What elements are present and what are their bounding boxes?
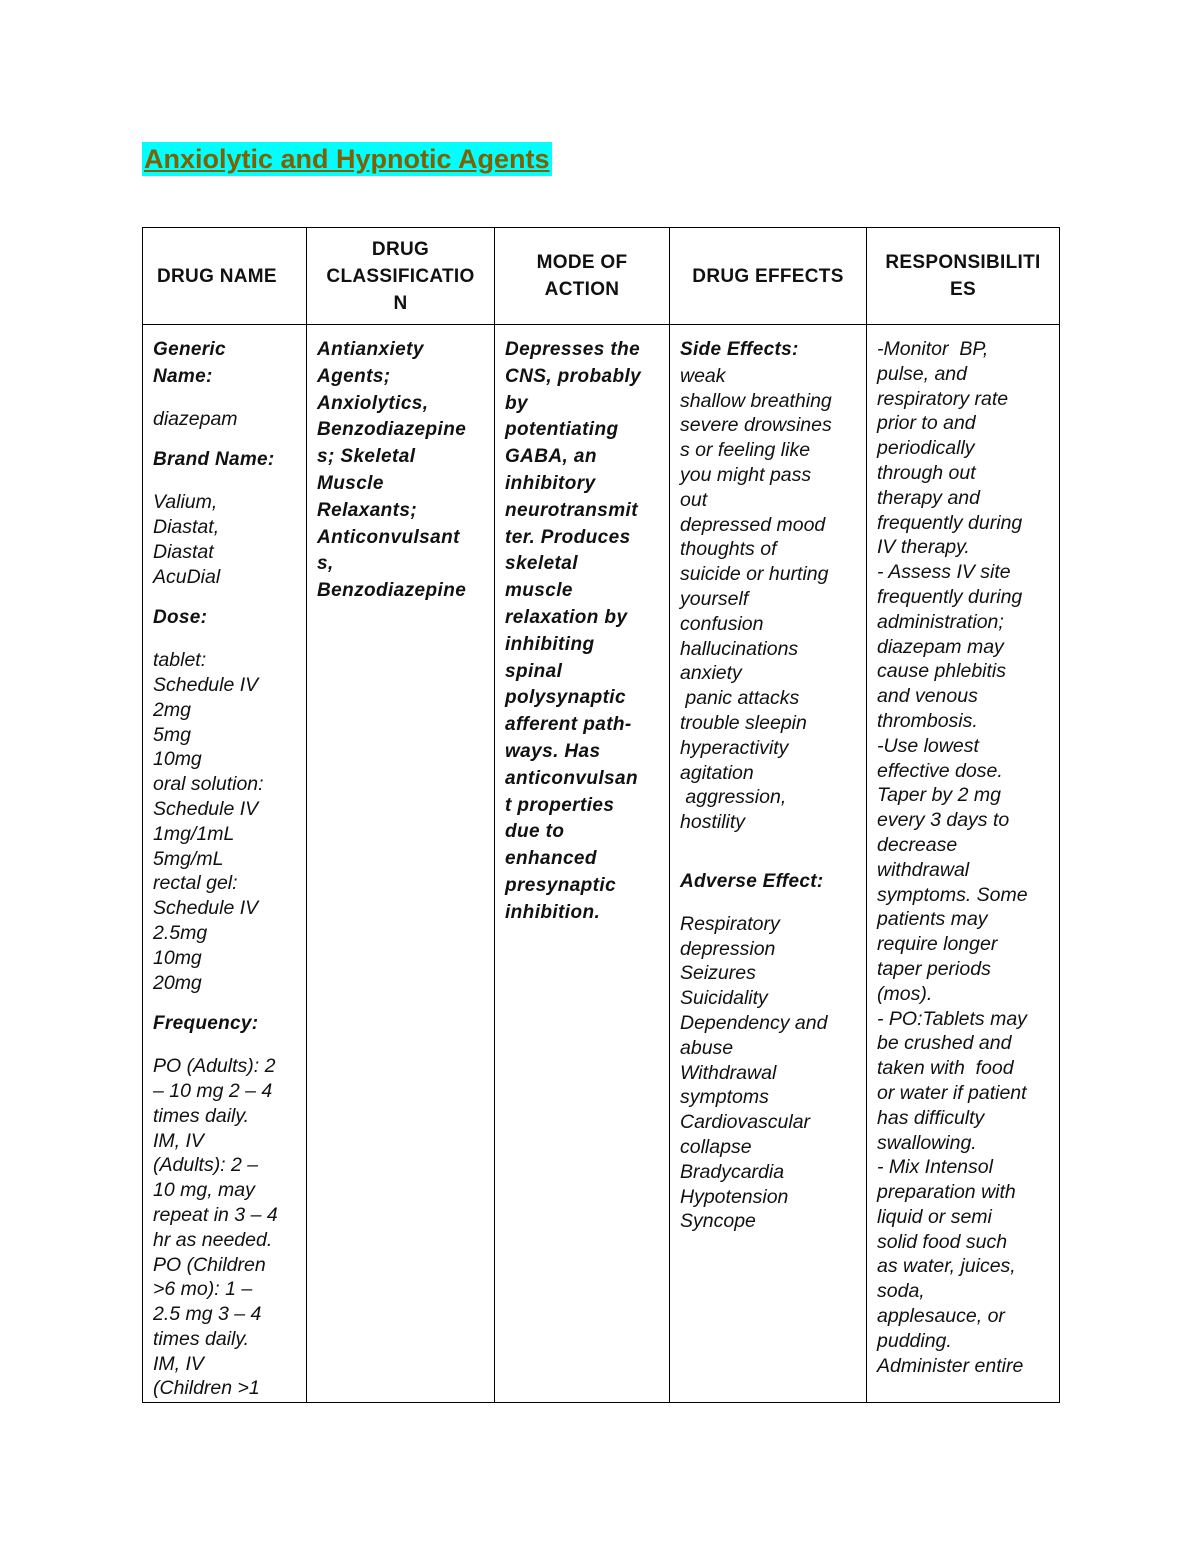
drug-table bbox=[142, 227, 1060, 1403]
side-effects-list: weak shallow breathing severe drowsines s or feeling like you might pass out depressed mood thoughts of suicide or hurting yourself confusion hallucinations anxiety panic attacks trouble sleepin hyperactivity agitation aggression, hostility bbox=[680, 364, 832, 834]
table-header-row bbox=[143, 228, 1060, 325]
adverse-effect-label: Adverse Effect: bbox=[680, 870, 824, 892]
cell-drug-name bbox=[143, 325, 307, 1403]
cell-classification bbox=[307, 325, 495, 1403]
side-effects-label: Side Effects: bbox=[680, 339, 799, 360]
classification-text: Antianxiety Agents; Anxiolytics, Benzodiazepine s; Skeletal Muscle Relaxants; Anticonvulsant s, Benzodiazepine bbox=[317, 339, 467, 602]
header-responsibilities: RESPONSIBILITI ES bbox=[867, 228, 1060, 325]
mode-of-action-text: Depresses the CNS, probably by potentiating GABA, an inhibitory neurotransmit ter. Produces skeletal muscle relaxation by inhibiting spinal polysynaptic afferent path- ways. Has anticonvulsan t properties due to enhanced presynaptic inhibition. bbox=[505, 339, 642, 923]
dose-list: tablet: Schedule IV 2mg 5mg 10mg oral solution: Schedule IV 1mg/1mL 5mg/mL rectal gel: Schedule IV 2.5mg 10mg 20mg bbox=[153, 649, 264, 994]
adverse-effects-list: Respiratory depression Seizures Suicidality Dependency and abuse Withdrawal symptoms Cardiovascular collapse Bradycardia Hypotension Syncope bbox=[680, 912, 828, 1233]
generic-name: diazepam bbox=[153, 407, 238, 430]
header-drug-name: DRUG NAME bbox=[143, 228, 307, 325]
brand-names: Valium, Diastat, Diastat AcuDial bbox=[153, 491, 221, 588]
table-row bbox=[143, 325, 1060, 1403]
header-drug-classification: DRUG CLASSIFICATIO N bbox=[307, 228, 495, 325]
responsibilities-text: -Monitor BP, pulse, and respiratory rate prior to and periodically through out therapy and frequently during IV therapy. - Assess IV site frequently during administration; diazepam may cause phlebitis and venous thrombosis. -Use lowest effective dose. Taper by 2 mg every 3 days to decrease withdrawal symptoms. Some patients may require longer taper periods (mos). - PO:Tablets may be crushed and taken with food or water if patient has difficulty swallowing. - Mix Intensol preparation with liquid or semi solid food such as water, juices, soda, applesauce, or pudding. Administer entire bbox=[877, 338, 1028, 1377]
dose-label: Dose: bbox=[153, 607, 208, 629]
header-mode-of-action: MODE OF ACTION bbox=[495, 228, 670, 325]
frequency-label: Frequency: bbox=[153, 1013, 259, 1035]
cell-mode-of-action bbox=[495, 325, 670, 1403]
frequency-text: PO (Adults): 2 – 10 mg 2 – 4 times daily. IM, IV (Adults): 2 – 10 mg, may repeat in 3 – 4 hr as needed. PO (Children >6 mo): 1 – 2.5 mg 3 – 4 times daily. IM, IV (Children >1 bbox=[153, 1055, 278, 1400]
header-drug-effects: DRUG EFFECTS bbox=[670, 228, 867, 325]
cell-responsibilities bbox=[867, 325, 1060, 1403]
generic-name-label: Generic Name: bbox=[153, 339, 226, 387]
cell-drug-effects bbox=[670, 325, 867, 1403]
brand-name-label: Brand Name: bbox=[153, 449, 275, 471]
page-title: Anxiolytic and Hypnotic Agents bbox=[144, 144, 550, 174]
